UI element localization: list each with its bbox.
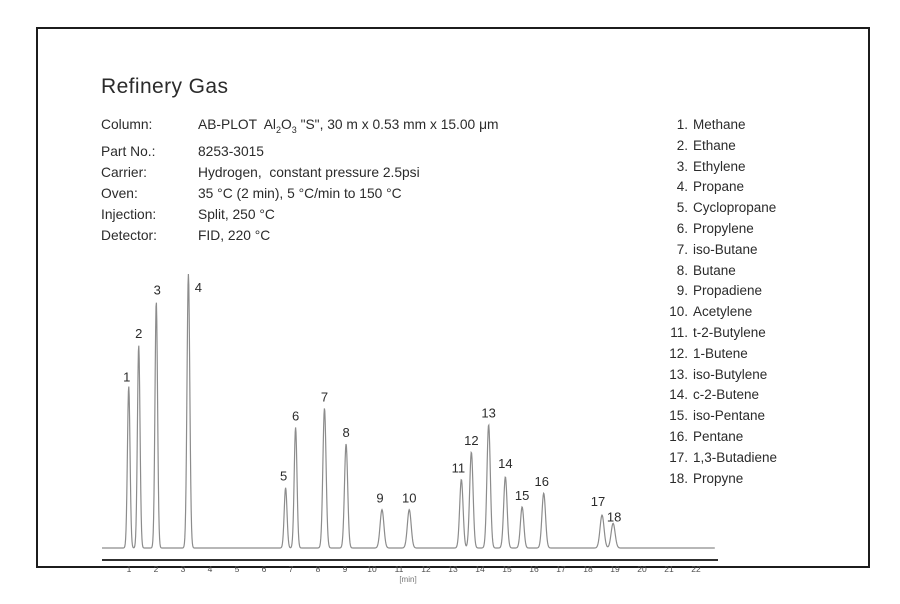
legend-item-name: Propylene bbox=[693, 220, 754, 236]
peak-number-label: 2 bbox=[135, 326, 143, 342]
x-tick-label: 21 bbox=[664, 564, 674, 574]
x-tick-label: 4 bbox=[207, 564, 213, 574]
info-row bbox=[101, 183, 499, 204]
x-tick-label: 16 bbox=[529, 564, 539, 574]
legend-item-name: Ethane bbox=[693, 137, 736, 153]
peak-number-label: 3 bbox=[153, 282, 161, 298]
x-tick-label: 1 bbox=[126, 564, 132, 574]
x-axis-unit-label: [min] bbox=[399, 575, 417, 584]
x-tick-label: 15 bbox=[502, 564, 512, 574]
info-row bbox=[101, 204, 499, 225]
legend-item-number: 14. bbox=[669, 387, 688, 403]
info-row-label: Injection: bbox=[101, 206, 157, 222]
x-tick-label: 14 bbox=[475, 564, 485, 574]
x-tick-label: 3 bbox=[180, 564, 186, 574]
x-tick-label: 13 bbox=[448, 564, 458, 574]
x-tick-label: 8 bbox=[315, 564, 321, 574]
legend-item bbox=[662, 198, 777, 219]
legend-item-name: Propane bbox=[693, 179, 745, 195]
legend-item-number: 1. bbox=[676, 117, 688, 132]
chart-frame bbox=[36, 27, 870, 584]
legend-item-number: 12. bbox=[669, 345, 688, 361]
peak-number-label: 16 bbox=[534, 474, 549, 490]
info-row-value: Hydrogen, constant pressure 2.5psi bbox=[198, 164, 420, 180]
legend-item-number: 8. bbox=[676, 262, 688, 278]
peak-number-label: 10 bbox=[402, 490, 417, 506]
info-row-label: Detector: bbox=[101, 227, 157, 243]
peak-number-label: 5 bbox=[279, 468, 288, 484]
x-tick-label: 11 bbox=[394, 564, 404, 574]
legend-item-name: Acetylene bbox=[693, 304, 753, 320]
peak-number-label: 1 bbox=[123, 369, 131, 385]
legend-item-name: 1-Butene bbox=[693, 345, 748, 361]
info-row-label: Column: bbox=[101, 117, 153, 132]
peak-number-label: 6 bbox=[291, 408, 300, 424]
legend-item-number: 17. bbox=[669, 449, 688, 465]
chromatogram-plot bbox=[97, 257, 725, 593]
legend-item-number: 2. bbox=[676, 137, 688, 153]
x-tick-label: 12 bbox=[421, 564, 431, 574]
page-title: Refinery Gas bbox=[101, 75, 229, 98]
peak-number-label: 4 bbox=[194, 280, 203, 295]
peak-number-label: 15 bbox=[514, 487, 530, 503]
peak-number-label: 9 bbox=[376, 490, 384, 506]
legend-item-name: t-2-Butylene bbox=[693, 324, 766, 340]
legend-item-number: 9. bbox=[676, 283, 688, 299]
info-row-value: 35 °C (2 min), 5 °C/min to 150 °C bbox=[198, 185, 402, 201]
peak-number-label: 12 bbox=[464, 433, 479, 449]
legend-item-name: Ethylene bbox=[693, 158, 746, 174]
method-info bbox=[101, 114, 499, 246]
peak-number-label: 11 bbox=[451, 460, 466, 476]
x-tick-label: 19 bbox=[610, 564, 620, 574]
legend-item-name: iso-Butylene bbox=[693, 366, 768, 382]
legend-item-number: 4. bbox=[676, 179, 688, 195]
peak-number-label: 7 bbox=[320, 389, 329, 405]
x-tick-label: 5 bbox=[234, 564, 240, 574]
peak-number-label: 18 bbox=[606, 509, 622, 525]
legend-item-name: Methane bbox=[693, 117, 746, 132]
x-tick-label: 17 bbox=[556, 564, 566, 574]
x-tick-label: 9 bbox=[342, 564, 348, 574]
legend-item-name: c-2-Butene bbox=[693, 387, 760, 403]
peak-number-label: 8 bbox=[342, 424, 350, 440]
info-row-label: Carrier: bbox=[101, 164, 147, 180]
legend-item-number: 3. bbox=[676, 158, 688, 174]
legend-item-number: 13. bbox=[669, 366, 688, 382]
legend-item-name: iso-Pentane bbox=[693, 408, 766, 424]
legend-item-number: 18. bbox=[669, 470, 688, 486]
legend-item bbox=[662, 219, 777, 240]
info-row-value: Split, 250 °C bbox=[198, 206, 275, 222]
legend-item-number: 7. bbox=[676, 241, 688, 257]
info-row bbox=[101, 141, 499, 162]
legend-item-number: 16. bbox=[669, 428, 688, 444]
x-tick-label: 22 bbox=[691, 564, 701, 574]
peak-number-label: 13 bbox=[481, 405, 496, 421]
legend-item bbox=[662, 136, 777, 157]
x-tick-label: 18 bbox=[583, 564, 593, 574]
info-row-value: 8253-3015 bbox=[198, 143, 264, 159]
legend-item-name: Butane bbox=[693, 262, 736, 278]
legend-item-number: 10. bbox=[669, 304, 688, 320]
legend-item-name: iso-Butane bbox=[693, 241, 758, 257]
legend-item-number: 6. bbox=[676, 220, 688, 236]
x-tick-label: 10 bbox=[367, 564, 377, 574]
peak-number-label: 14 bbox=[498, 455, 513, 471]
info-row bbox=[101, 162, 499, 183]
legend-item bbox=[662, 115, 777, 136]
legend-item-name: Pentane bbox=[693, 428, 744, 444]
legend-item-number: 5. bbox=[676, 200, 688, 216]
chromatogram-curve bbox=[102, 274, 715, 548]
legend-item-number: 11. bbox=[670, 324, 688, 340]
info-row-label: Oven: bbox=[101, 185, 138, 201]
legend-item-name: Propyne bbox=[693, 470, 744, 486]
legend-item bbox=[662, 157, 777, 178]
x-tick-label: 20 bbox=[637, 564, 647, 574]
x-tick-label: 7 bbox=[288, 564, 294, 574]
x-tick-label: 2 bbox=[153, 564, 159, 574]
legend-item-name: Cyclopropane bbox=[693, 200, 777, 216]
info-row-value: FID, 220 °C bbox=[198, 227, 271, 243]
x-tick-label: 6 bbox=[261, 564, 267, 574]
info-row bbox=[101, 225, 499, 246]
legend-item-number: 15. bbox=[669, 408, 688, 424]
legend-item-name: Propadiene bbox=[693, 283, 763, 299]
legend-item-name: 1,3-Butadiene bbox=[693, 449, 778, 465]
info-row-label: Part No.: bbox=[101, 143, 156, 159]
info-row-value: AB-PLOT $Al_2O_3$ "S", 30 m x 0.53 mm x 15.00 μm bbox=[198, 117, 499, 135]
peak-number-label: 17 bbox=[590, 494, 606, 510]
legend-item bbox=[662, 177, 777, 198]
info-row bbox=[101, 114, 499, 141]
